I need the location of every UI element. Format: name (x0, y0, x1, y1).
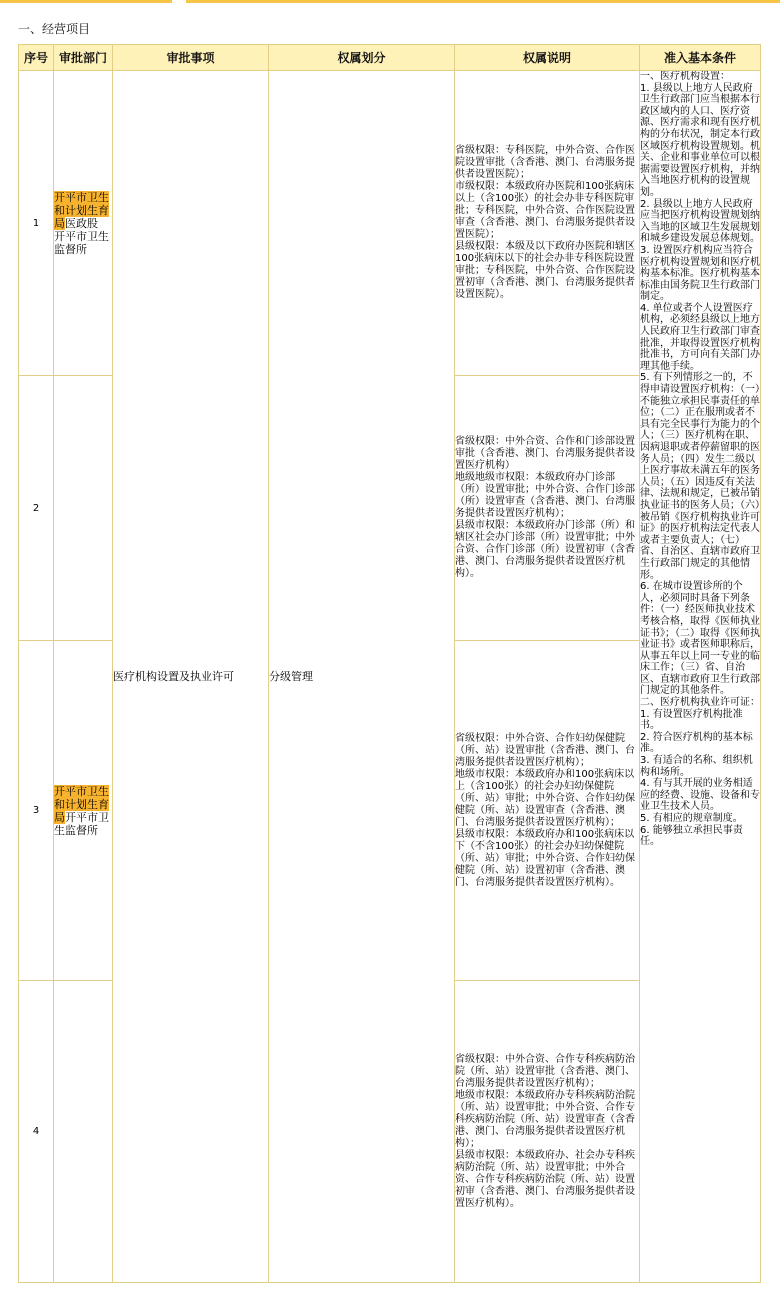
top-accent-segment-right (186, 0, 780, 3)
header-approval-item: 审批事项 (113, 45, 269, 71)
table-header-row (19, 45, 761, 71)
top-accent-segment-left (0, 0, 172, 3)
basic-conditions-text: 一、医疗机构设置： 1. 县级以上地方人民政府卫生行政部门应当根据本行政区域内的人口、医疗资源、医疗需求和现有医疗机构的分布状况，制定本行政区域医疗机构设置规划。机关、企业和事业单位可以根据需要设置医疗机构，并纳入当地医疗机构的设置规划。 2. 县级以上地方人民政府应当把医疗机构设置规划纳入当地的区域卫生发展规划和城乡建设发展总体规划。 3. 设置医疗机构应当符合医疗机构设置规划和医疗机构基本标准。医疗机构基本标准由国务院卫生行政部门制定。 4. 单位或者个人设置医疗机构，必须经县级以上地方人民政府卫生行政部门审查批准，并取得设置医疗机构批准书，方可向有关部门办理其他手续。 5. 有下列情形之一的，不得申请设置医疗机构：（一）不能独立承担民事责任的单位；（二）正在服刑或者不具有完全民事行为能力的个人；（三）医疗机构在职、因病退职或者停薪留职的医务人员；（四）发生二级以上医疗事故未满五年的医务人员；（五）因违反有关法律、法规和规定，已被吊销执业证书的医务人员；（六）被吊销《医疗机构执业许可证》的医疗机构法定代表人或者主要负责人；（七）省、自治区、直辖市政府卫生行政部门规定的其他情形。 6. 在城市设置诊所的个人，必须同时具备下列条件：（一）经医师执业技术考核合格，取得《医师执业证书》；（二）取得《医师执业证书》或者医师职称后，从事五年以上同一专业的临床工作；（三）省、自治区、直辖市政府卫生行政部门规定的其他条件。 二、医疗机构执业许可证： 1. 有设置医疗机构批准书。 2. 符合医疗机构的基本标准。 3. 有适合的名称、组织机构和场所。 4. 有与其开展的业务相适应的经费、设施、设备和专业卫生技术人员。 5. 有相应的规章制度。 6. 能够独立承担民事责任。 (640, 71, 760, 848)
header-authority-description: 权属说明 (455, 45, 640, 71)
department-detail: 医政股 开平市卫生监督所 (54, 216, 109, 256)
department-highlight: 开平市卫生和计划生育局 (54, 190, 109, 230)
header-authority-division: 权属划分 (269, 45, 455, 71)
header-serial-no: 序号 (19, 45, 54, 71)
authority-division-cell: 分级管理 (269, 71, 455, 1283)
authority-description-text: 省级权限：中外合资、合作妇幼保健院（所、站）设置审批（含香港、澳门、台湾服务提供者设置医疗机构）； 地级市权限：本级政府办和100张病床以上（含100张）的社会办妇幼保健院（所、站）审批；中外合资、合作妇幼保健院（所、站）设置审查（含香港、澳门、台湾服务提供者设置医疗机构）； 县级市权限：本级政府办和100张病床以下（不含100张）的社会办妇幼保健院（所、站）审批；中外合资、合作妇幼保健院（所、站）设置初审（含香港、澳门、台湾服务提供者设置医疗机构）。 (455, 732, 635, 888)
table-row (19, 71, 761, 376)
authority-description-cell (455, 641, 640, 981)
header-basic-conditions: 准入基本条件 (640, 45, 761, 71)
row-approval-department (54, 71, 113, 376)
row-approval-department (54, 376, 113, 641)
authority-description-cell (455, 376, 640, 641)
section-title: 一、经营项目 (18, 22, 91, 36)
approval-item-cell: 医疗机构设置及执业许可 (113, 71, 269, 1283)
row-serial-no: 1 (19, 71, 54, 376)
business-items-table (18, 44, 761, 1283)
authority-description-text: 省级权限：中外合资、合作专科疾病防治院（所、站）设置审批（含香港、澳门、台湾服务提供者设置医疗机构）； 地级市权限：本级政府办专科疾病防治院（所、站）设置审批；中外合资、合作专科疾病防治院（所、站）设置审查（含香港、澳门、台湾服务提供者设置医疗机构）； 县级市权限：本级政府办、社会办专科疾病防治院（所、站）设置审批；中外合资、合作专科疾病防治院（所、站）设置初审（含香港、澳门、台湾服务提供者设置医疗机构）。 (455, 1053, 635, 1209)
department-detail: 开平市卫生监督所 (54, 810, 109, 837)
basic-conditions-cell (640, 71, 761, 1283)
authority-description-cell (455, 981, 640, 1283)
authority-description-text: 省级权限：中外合资、合作和门诊部设置审批（含香港、澳门、台湾服务提供者设置医疗机构） 地级地级市权限：本级政府办门诊部（所）设置审批；中外合资、合作门诊部（所）设置审查（含香港、澳门、台湾服务提供者设置医疗机构）； 县级市权限：本级政府办门诊部（所）和辖区社会办门诊部（所）设置审批；中外合资、合作门诊部（所）设置初审（含香港、澳门、台湾服务提供者设置医疗机构）。 (455, 436, 635, 579)
row-serial-no: 2 (19, 376, 54, 641)
row-serial-no: 3 (19, 641, 54, 981)
row-approval-department (54, 641, 113, 981)
authority-description-text: 省级权限：专科医院，中外合资、合作医院设置审批（含香港、澳门、台湾服务提供者设置医院）； 市级权限：本级政府办医院和100张病床以上（含100张）的社会办非专科医院审批；专科医院，中外合资、合作医院设置审查（含香港、澳门、台湾服务提供者设置医院）； 县级权限：本级及以下政府办医院和辖区100张病床以下的社会办非专科医院设置审批；专科医院，中外合资、合作医院设置初审（含香港、澳门、台湾服务提供者设置医院）。 (455, 145, 635, 300)
top-accent-bar (0, 0, 780, 3)
row-approval-department (54, 981, 113, 1283)
row-serial-no: 4 (19, 981, 54, 1283)
department-highlight: 开平市卫生和计划生育局 (54, 784, 109, 824)
header-approval-department: 审批部门 (54, 45, 113, 71)
authority-description-cell (455, 71, 640, 376)
